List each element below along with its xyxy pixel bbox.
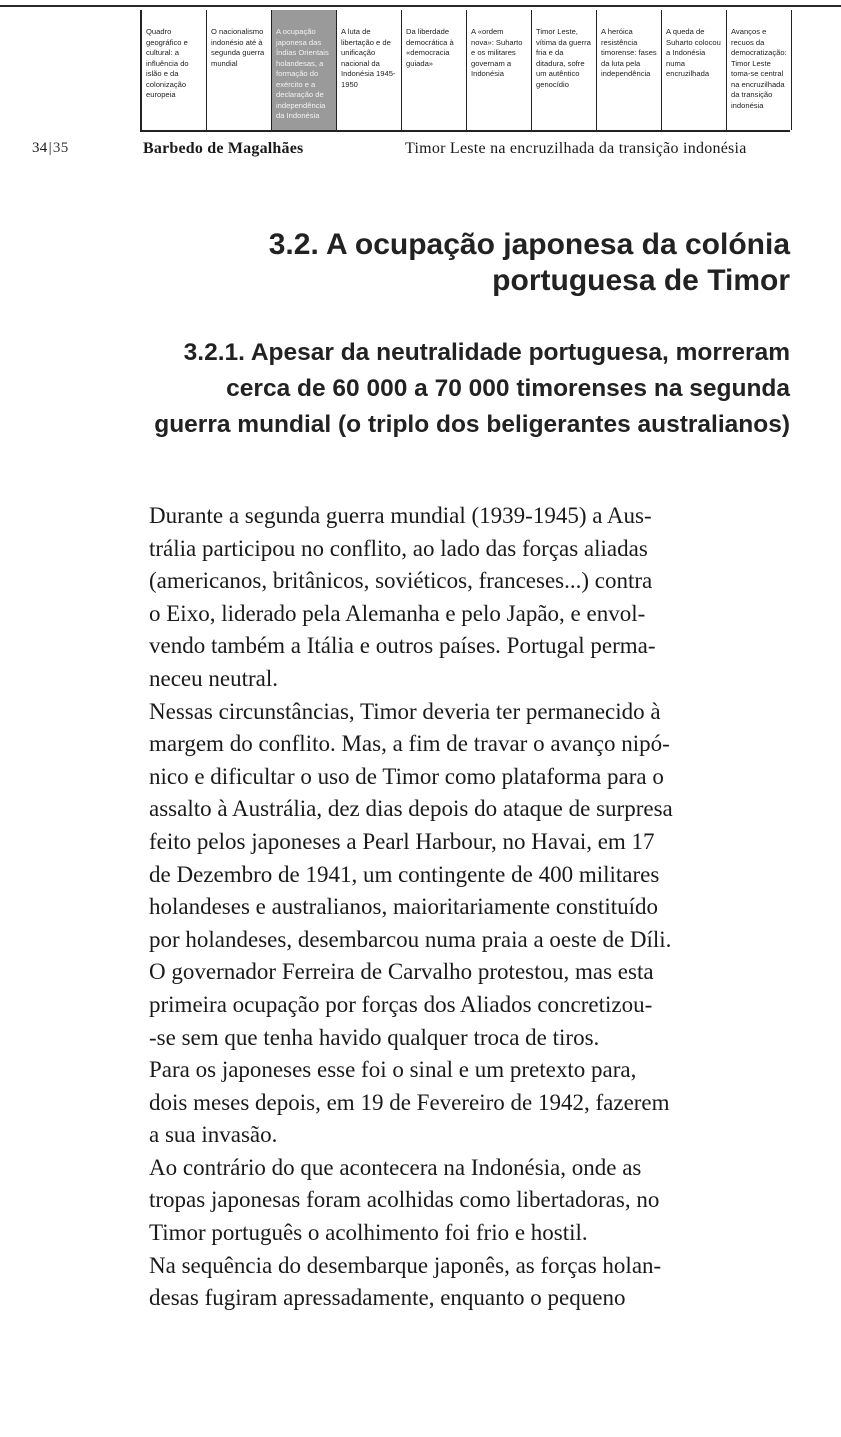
chapter-nav-cell-10[interactable]: Avanços e recuos da democratização: Timor Leste toma-se central na encruzilhada da transição indonésia (727, 10, 792, 130)
page-number-separator: | (48, 140, 52, 156)
chapter-nav-cell-4[interactable]: A luta de libertação e de unificação nacional da Indonésia 1945-1950 (337, 10, 402, 130)
paragraph: Durante a segunda guerra mundial (1939-1945) a Aus- trália participou no conflito, ao lado das forças aliadas (americanos, britânicos, soviéticos, franceses...) contra o Eixo, liderado pela Alemanha e pelo Japão, e envol- vendo também a Itália e outros países. Portugal perma- neceu neutral. (149, 503, 656, 691)
chapter-nav-cell-8[interactable]: A heróica resistência timorense: fases da luta pela independência (597, 10, 662, 130)
subsection-title: 3.2.1. Apesar da neutralidade portuguesa, morreram cerca de 60 000 a 70 000 timorenses na segunda guerra mundial (o triplo dos beligerantes australianos) (154, 339, 790, 438)
chapter-navigation-strip (140, 10, 790, 132)
body-text (149, 500, 797, 1315)
paragraph: Na sequência do desembarque japonês, as forças holan- desas fugiram apressadamente, enquanto o pequeno (149, 1252, 662, 1311)
page-number-facing: 35 (52, 140, 69, 156)
chapter-nav-cell-2[interactable]: O nacionalismo indonésio até à segunda guerra mundial (207, 10, 272, 130)
chapter-nav-cell-1[interactable]: Quadro geográfico e cultural: a influência do islão e da colonização europeia (142, 10, 207, 130)
paragraph: O governador Ferreira de Carvalho protestou, mas esta primeira ocupação por forças dos Aliados concretizou- -se sem que tenha havido qualquer troca de tiros. (149, 959, 654, 1050)
page-numbers (32, 140, 69, 157)
paragraph: Ao contrário do que acontecera na Indonésia, onde as tropas japonesas foram acolhidas como libertadoras, no Timor português o acolhimento foi frio e hostil. (149, 1154, 660, 1246)
top-rule (0, 5, 841, 7)
header-book-title: Timor Leste na encruzilhada da transição indonésia (405, 140, 747, 157)
chapter-nav-cell-3-active[interactable]: A ocupação japonesa das Índias Orientais holandesas, a formação do exército e a declaração de independência da Indonésia (272, 10, 337, 130)
header-author: Barbedo de Magalhães (143, 140, 304, 157)
paragraph: Nessas circunstâncias, Timor deveria ter permanecido à margem do conflito. Mas, a fim de travar o avanço nipó- nico e dificultar o uso de Timor como plataforma para o assalto à Austrália, dez dias depois do ataque de surpresa feito pelos japoneses a Pearl Harbour, no Havai, em 17 de Dezembro de 1941, um contingente de 400 militares holandeses e australianos, maioritariamente constituído por holandeses, desembarcou numa praia a oeste de Díli. (149, 698, 673, 952)
chapter-nav-cell-7[interactable]: Timor Leste, vítima da guerra fria e da ditadura, sofre um autêntico genocídio (532, 10, 597, 130)
chapter-nav-cell-6[interactable]: A «ordem nova»: Suharto e os militares governam a Indonésia (467, 10, 532, 130)
running-header (0, 140, 841, 164)
page-number-current: 34 (32, 140, 48, 156)
chapter-nav-cell-9[interactable]: A queda de Suharto colocou a Indonésia numa encruzilhada (662, 10, 727, 130)
section-title: 3.2. A ocupação japonesa da colónia portuguesa de Timor (268, 228, 790, 297)
chapter-nav-cell-5[interactable]: Da liberdade democrática à «democracia guiada» (402, 10, 467, 130)
paragraph: Para os japoneses esse foi o sinal e um pretexto para, dois meses depois, em 19 de Fevereiro de 1942, fazerem a sua invasão. (149, 1057, 670, 1148)
